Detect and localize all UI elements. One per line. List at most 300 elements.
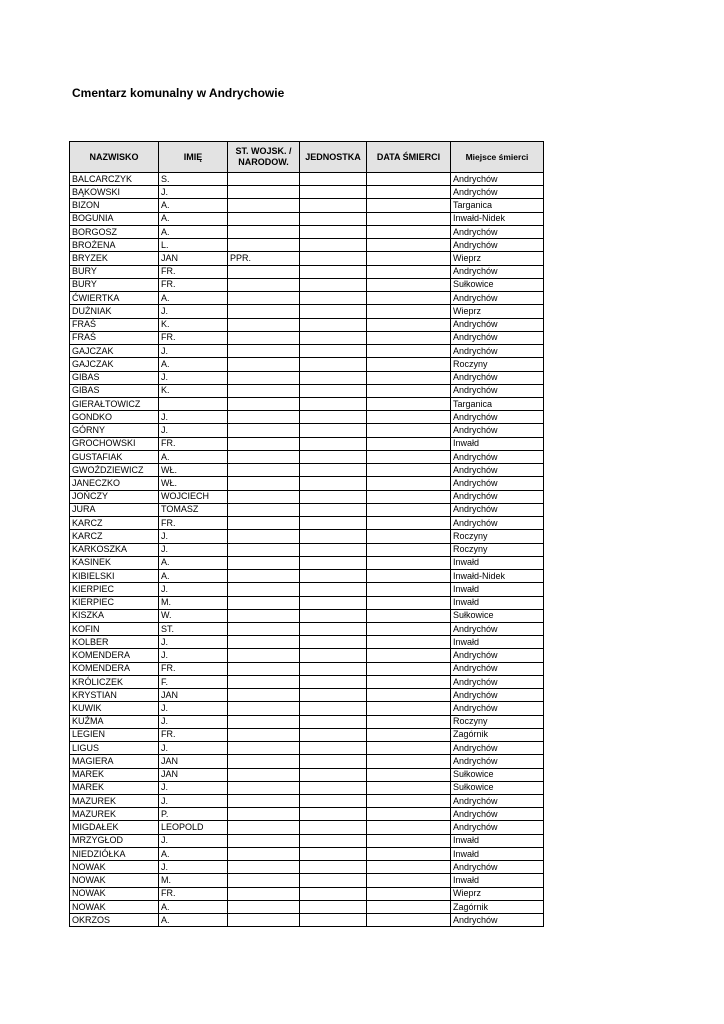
table-row	[70, 345, 544, 358]
cell-imie: J.	[159, 305, 228, 318]
burial-register-table	[69, 141, 544, 927]
table-row	[70, 781, 544, 794]
cell-imie: A.	[159, 225, 228, 238]
cell-imie: J.	[159, 781, 228, 794]
cell-jednostka	[300, 424, 367, 437]
cell-jednostka	[300, 490, 367, 503]
cell-data-smierci	[367, 662, 451, 675]
cell-data-smierci	[367, 622, 451, 635]
cell-miejsce-smierci: Andrychów	[451, 345, 544, 358]
cell-jednostka	[300, 437, 367, 450]
cell-nazwisko: KIERPIEC	[70, 596, 159, 609]
cell-st-wojsk	[228, 411, 300, 424]
cell-jednostka	[300, 821, 367, 834]
cell-nazwisko: BRYZEK	[70, 252, 159, 265]
cell-st-wojsk	[228, 371, 300, 384]
table-row	[70, 702, 544, 715]
cell-miejsce-smierci: Andrychów	[451, 173, 544, 186]
table-row	[70, 318, 544, 331]
table-row	[70, 199, 544, 212]
cell-nazwisko: KUWIK	[70, 702, 159, 715]
cell-data-smierci	[367, 424, 451, 437]
cell-st-wojsk	[228, 225, 300, 238]
cell-st-wojsk	[228, 556, 300, 569]
cell-st-wojsk: PPR.	[228, 252, 300, 265]
table-row	[70, 636, 544, 649]
cell-nazwisko: KOMENDERA	[70, 662, 159, 675]
cell-data-smierci	[367, 212, 451, 225]
cell-nazwisko: KARCZ	[70, 517, 159, 530]
cell-jednostka	[300, 808, 367, 821]
cell-imie: K.	[159, 318, 228, 331]
cell-data-smierci	[367, 530, 451, 543]
cell-jednostka	[300, 795, 367, 808]
cell-nazwisko: LIGUS	[70, 742, 159, 755]
cell-imie: FR.	[159, 728, 228, 741]
cell-miejsce-smierci: Andrychów	[451, 675, 544, 688]
table-row	[70, 225, 544, 238]
cell-nazwisko: GAJCZAK	[70, 345, 159, 358]
cell-jednostka	[300, 543, 367, 556]
cell-st-wojsk	[228, 609, 300, 622]
cell-jednostka	[300, 345, 367, 358]
cell-jednostka	[300, 477, 367, 490]
cell-miejsce-smierci: Andrychów	[451, 622, 544, 635]
cell-data-smierci	[367, 318, 451, 331]
table-row	[70, 556, 544, 569]
table-row	[70, 755, 544, 768]
cell-nazwisko: MAGIERA	[70, 755, 159, 768]
cell-miejsce-smierci: Andrychów	[451, 808, 544, 821]
table-row	[70, 768, 544, 781]
cell-st-wojsk	[228, 900, 300, 913]
cell-st-wojsk	[228, 768, 300, 781]
cell-miejsce-smierci: Andrychów	[451, 742, 544, 755]
cell-nazwisko: NOWAK	[70, 861, 159, 874]
cell-imie: J.	[159, 583, 228, 596]
cell-st-wojsk	[228, 517, 300, 530]
cell-jednostka	[300, 834, 367, 847]
cell-data-smierci	[367, 556, 451, 569]
cell-data-smierci	[367, 834, 451, 847]
cell-miejsce-smierci: Inwałd	[451, 636, 544, 649]
cell-jednostka	[300, 583, 367, 596]
table-row	[70, 450, 544, 463]
cell-imie: FR.	[159, 517, 228, 530]
cell-miejsce-smierci: Andrychów	[451, 186, 544, 199]
cell-data-smierci	[367, 887, 451, 900]
cell-imie: M.	[159, 874, 228, 887]
cell-data-smierci	[367, 583, 451, 596]
cell-data-smierci	[367, 517, 451, 530]
cell-jednostka	[300, 212, 367, 225]
cell-imie: LEOPOLD	[159, 821, 228, 834]
table-row	[70, 411, 544, 424]
table-row	[70, 239, 544, 252]
cell-data-smierci	[367, 384, 451, 397]
table-row	[70, 424, 544, 437]
cell-miejsce-smierci: Andrychów	[451, 821, 544, 834]
cell-nazwisko: NOWAK	[70, 900, 159, 913]
cell-st-wojsk	[228, 397, 300, 410]
cell-miejsce-smierci: Zagórnik	[451, 900, 544, 913]
table-row	[70, 570, 544, 583]
table-body	[70, 173, 544, 927]
cell-jednostka	[300, 278, 367, 291]
table-row	[70, 596, 544, 609]
table-row	[70, 742, 544, 755]
cell-data-smierci	[367, 636, 451, 649]
cell-nazwisko: ĆWIERTKA	[70, 292, 159, 305]
cell-st-wojsk	[228, 570, 300, 583]
cell-data-smierci	[367, 490, 451, 503]
table-row	[70, 371, 544, 384]
cell-data-smierci	[367, 874, 451, 887]
cell-nazwisko: FRAŚ	[70, 331, 159, 344]
cell-jednostka	[300, 411, 367, 424]
cell-miejsce-smierci: Inwałd	[451, 834, 544, 847]
cell-nazwisko: KIERPIEC	[70, 583, 159, 596]
cell-nazwisko: KIBIELSKI	[70, 570, 159, 583]
page-title: Cmentarz komunalny w Andrychowie	[72, 86, 285, 100]
cell-imie: W.	[159, 609, 228, 622]
cell-imie: A.	[159, 358, 228, 371]
cell-st-wojsk	[228, 543, 300, 556]
cell-st-wojsk	[228, 742, 300, 755]
cell-st-wojsk	[228, 424, 300, 437]
cell-st-wojsk	[228, 345, 300, 358]
cell-nazwisko: MRZYGŁOD	[70, 834, 159, 847]
cell-miejsce-smierci: Andrychów	[451, 517, 544, 530]
cell-data-smierci	[367, 596, 451, 609]
cell-miejsce-smierci: Andrychów	[451, 265, 544, 278]
cell-nazwisko: GROCHOWSKI	[70, 437, 159, 450]
cell-jednostka	[300, 622, 367, 635]
cell-jednostka	[300, 331, 367, 344]
cell-st-wojsk	[228, 278, 300, 291]
cell-jednostka	[300, 702, 367, 715]
cell-jednostka	[300, 450, 367, 463]
cell-st-wojsk	[228, 728, 300, 741]
cell-data-smierci	[367, 649, 451, 662]
cell-nazwisko: KRÓLICZEK	[70, 675, 159, 688]
table-row	[70, 874, 544, 887]
cell-imie: FR.	[159, 278, 228, 291]
cell-imie: WOJCIECH	[159, 490, 228, 503]
cell-imie: J.	[159, 345, 228, 358]
cell-jednostka	[300, 173, 367, 186]
cell-jednostka	[300, 715, 367, 728]
cell-imie: J.	[159, 649, 228, 662]
cell-imie: JAN	[159, 689, 228, 702]
cell-st-wojsk	[228, 808, 300, 821]
cell-imie: FR.	[159, 662, 228, 675]
cell-jednostka	[300, 768, 367, 781]
header-st-wojsk	[228, 142, 300, 173]
cell-miejsce-smierci: Andrychów	[451, 450, 544, 463]
cell-miejsce-smierci: Andrychów	[451, 424, 544, 437]
cell-miejsce-smierci: Andrychów	[451, 239, 544, 252]
cell-data-smierci	[367, 477, 451, 490]
cell-nazwisko: MAREK	[70, 781, 159, 794]
cell-miejsce-smierci: Andrychów	[451, 503, 544, 516]
cell-nazwisko: GIERAŁTOWICZ	[70, 397, 159, 410]
cell-data-smierci	[367, 305, 451, 318]
header-jednostka: JEDNOSTKA	[300, 142, 367, 173]
table-row	[70, 503, 544, 516]
cell-imie: J.	[159, 861, 228, 874]
cell-miejsce-smierci: Andrychów	[451, 477, 544, 490]
cell-nazwisko: BĄKOWSKI	[70, 186, 159, 199]
cell-nazwisko: NOWAK	[70, 874, 159, 887]
cell-st-wojsk	[228, 847, 300, 860]
cell-nazwisko: BOGUNIA	[70, 212, 159, 225]
cell-miejsce-smierci: Roczyny	[451, 715, 544, 728]
table-row	[70, 914, 544, 927]
cell-imie: F.	[159, 675, 228, 688]
cell-miejsce-smierci: Targanica	[451, 397, 544, 410]
cell-imie: L.	[159, 239, 228, 252]
cell-st-wojsk	[228, 503, 300, 516]
cell-st-wojsk	[228, 596, 300, 609]
cell-miejsce-smierci: Inwałd	[451, 556, 544, 569]
cell-st-wojsk	[228, 450, 300, 463]
cell-imie: FR.	[159, 265, 228, 278]
table-row	[70, 795, 544, 808]
table-row	[70, 464, 544, 477]
cell-st-wojsk	[228, 887, 300, 900]
cell-imie: A.	[159, 292, 228, 305]
cell-nazwisko: KOLBER	[70, 636, 159, 649]
cell-miejsce-smierci: Andrychów	[451, 464, 544, 477]
cell-imie: K.	[159, 384, 228, 397]
cell-imie: TOMASZ	[159, 503, 228, 516]
cell-data-smierci	[367, 768, 451, 781]
cell-data-smierci	[367, 450, 451, 463]
cell-imie: J.	[159, 411, 228, 424]
cell-nazwisko: KASINEK	[70, 556, 159, 569]
cell-st-wojsk	[228, 331, 300, 344]
cell-miejsce-smierci: Andrychów	[451, 318, 544, 331]
cell-miejsce-smierci: Andrychów	[451, 384, 544, 397]
cell-imie: J.	[159, 424, 228, 437]
cell-imie: J.	[159, 742, 228, 755]
cell-miejsce-smierci: Wieprz	[451, 252, 544, 265]
cell-data-smierci	[367, 861, 451, 874]
cell-nazwisko: JOŃCZY	[70, 490, 159, 503]
cell-jednostka	[300, 847, 367, 860]
cell-st-wojsk	[228, 622, 300, 635]
table-row	[70, 517, 544, 530]
table-row	[70, 847, 544, 860]
cell-jednostka	[300, 186, 367, 199]
header-data-smierci: DATA ŚMIERCI	[367, 142, 451, 173]
cell-data-smierci	[367, 675, 451, 688]
cell-jednostka	[300, 742, 367, 755]
cell-st-wojsk	[228, 874, 300, 887]
table-row	[70, 609, 544, 622]
cell-nazwisko: BIZON	[70, 199, 159, 212]
cell-nazwisko: GUSTAFIAK	[70, 450, 159, 463]
cell-miejsce-smierci: Inwałd	[451, 437, 544, 450]
cell-miejsce-smierci: Sułkowice	[451, 768, 544, 781]
cell-nazwisko: BORGOSZ	[70, 225, 159, 238]
cell-data-smierci	[367, 411, 451, 424]
cell-miejsce-smierci: Andrychów	[451, 225, 544, 238]
cell-imie: A.	[159, 450, 228, 463]
cell-jednostka	[300, 503, 367, 516]
cell-nazwisko: MAREK	[70, 768, 159, 781]
cell-miejsce-smierci: Andrychów	[451, 371, 544, 384]
cell-data-smierci	[367, 278, 451, 291]
cell-data-smierci	[367, 689, 451, 702]
cell-imie: J.	[159, 543, 228, 556]
cell-miejsce-smierci: Inwałd-Nidek	[451, 212, 544, 225]
cell-imie: J.	[159, 795, 228, 808]
table-row	[70, 675, 544, 688]
cell-st-wojsk	[228, 781, 300, 794]
cell-imie	[159, 397, 228, 410]
table-row	[70, 265, 544, 278]
table-row	[70, 477, 544, 490]
cell-imie: A.	[159, 847, 228, 860]
cell-nazwisko: KOMENDERA	[70, 649, 159, 662]
cell-miejsce-smierci: Inwałd-Nidek	[451, 570, 544, 583]
cell-miejsce-smierci: Inwałd	[451, 583, 544, 596]
cell-data-smierci	[367, 742, 451, 755]
cell-st-wojsk	[228, 384, 300, 397]
cell-nazwisko: GIBAS	[70, 384, 159, 397]
cell-data-smierci	[367, 728, 451, 741]
table-row	[70, 490, 544, 503]
cell-jednostka	[300, 530, 367, 543]
cell-nazwisko: MAZUREK	[70, 795, 159, 808]
cell-nazwisko: GAJCZAK	[70, 358, 159, 371]
cell-data-smierci	[367, 186, 451, 199]
cell-jednostka	[300, 239, 367, 252]
cell-miejsce-smierci: Sułkowice	[451, 609, 544, 622]
cell-jednostka	[300, 596, 367, 609]
cell-imie: A.	[159, 556, 228, 569]
table-row	[70, 834, 544, 847]
cell-imie: J.	[159, 371, 228, 384]
cell-jednostka	[300, 371, 367, 384]
cell-st-wojsk	[228, 305, 300, 318]
cell-st-wojsk	[228, 464, 300, 477]
cell-miejsce-smierci: Sułkowice	[451, 781, 544, 794]
cell-jednostka	[300, 728, 367, 741]
table-row	[70, 715, 544, 728]
cell-nazwisko: BURY	[70, 278, 159, 291]
cell-miejsce-smierci: Andrychów	[451, 755, 544, 768]
cell-imie: ST.	[159, 622, 228, 635]
cell-miejsce-smierci: Sułkowice	[451, 278, 544, 291]
cell-nazwisko: MIGDAŁEK	[70, 821, 159, 834]
cell-jednostka	[300, 781, 367, 794]
cell-imie: P.	[159, 808, 228, 821]
cell-miejsce-smierci: Wieprz	[451, 305, 544, 318]
cell-jednostka	[300, 292, 367, 305]
cell-nazwisko: KISZKA	[70, 609, 159, 622]
cell-nazwisko: GWOŹDZIEWICZ	[70, 464, 159, 477]
cell-data-smierci	[367, 781, 451, 794]
cell-jednostka	[300, 861, 367, 874]
cell-st-wojsk	[228, 795, 300, 808]
table-row	[70, 622, 544, 635]
cell-nazwisko: MAZUREK	[70, 808, 159, 821]
cell-nazwisko: KARKOSZKA	[70, 543, 159, 556]
cell-miejsce-smierci: Andrychów	[451, 331, 544, 344]
cell-nazwisko: BROŻENA	[70, 239, 159, 252]
cell-jednostka	[300, 556, 367, 569]
table-row	[70, 397, 544, 410]
table-row	[70, 900, 544, 913]
cell-jednostka	[300, 305, 367, 318]
cell-st-wojsk	[228, 861, 300, 874]
cell-miejsce-smierci: Zagórnik	[451, 728, 544, 741]
cell-st-wojsk	[228, 186, 300, 199]
cell-data-smierci	[367, 225, 451, 238]
table-row	[70, 358, 544, 371]
cell-nazwisko: KOFIN	[70, 622, 159, 635]
cell-jednostka	[300, 199, 367, 212]
cell-miejsce-smierci: Inwałd	[451, 874, 544, 887]
cell-imie: JAN	[159, 768, 228, 781]
cell-jednostka	[300, 225, 367, 238]
cell-jednostka	[300, 914, 367, 927]
cell-imie: JAN	[159, 252, 228, 265]
cell-miejsce-smierci: Andrychów	[451, 411, 544, 424]
cell-imie: FR.	[159, 887, 228, 900]
cell-imie: J.	[159, 530, 228, 543]
cell-st-wojsk	[228, 834, 300, 847]
cell-miejsce-smierci: Wieprz	[451, 887, 544, 900]
table-row	[70, 252, 544, 265]
cell-jednostka	[300, 252, 367, 265]
cell-st-wojsk	[228, 358, 300, 371]
cell-st-wojsk	[228, 437, 300, 450]
cell-jednostka	[300, 636, 367, 649]
cell-jednostka	[300, 265, 367, 278]
cell-nazwisko: GIBAS	[70, 371, 159, 384]
cell-miejsce-smierci: Roczyny	[451, 530, 544, 543]
cell-data-smierci	[367, 265, 451, 278]
table-row	[70, 861, 544, 874]
cell-nazwisko: JURA	[70, 503, 159, 516]
table-row	[70, 689, 544, 702]
cell-data-smierci	[367, 371, 451, 384]
table-row	[70, 384, 544, 397]
cell-imie: FR.	[159, 437, 228, 450]
cell-imie: M.	[159, 596, 228, 609]
cell-st-wojsk	[228, 675, 300, 688]
cell-data-smierci	[367, 358, 451, 371]
cell-st-wojsk	[228, 662, 300, 675]
cell-st-wojsk	[228, 715, 300, 728]
cell-st-wojsk	[228, 702, 300, 715]
cell-imie: J.	[159, 636, 228, 649]
cell-st-wojsk	[228, 530, 300, 543]
cell-jednostka	[300, 318, 367, 331]
cell-imie: JAN	[159, 755, 228, 768]
cell-miejsce-smierci: Andrychów	[451, 861, 544, 874]
cell-st-wojsk	[228, 689, 300, 702]
cell-data-smierci	[367, 252, 451, 265]
table-row	[70, 821, 544, 834]
table-row	[70, 649, 544, 662]
cell-miejsce-smierci: Inwałd	[451, 847, 544, 860]
cell-miejsce-smierci: Andrychów	[451, 702, 544, 715]
